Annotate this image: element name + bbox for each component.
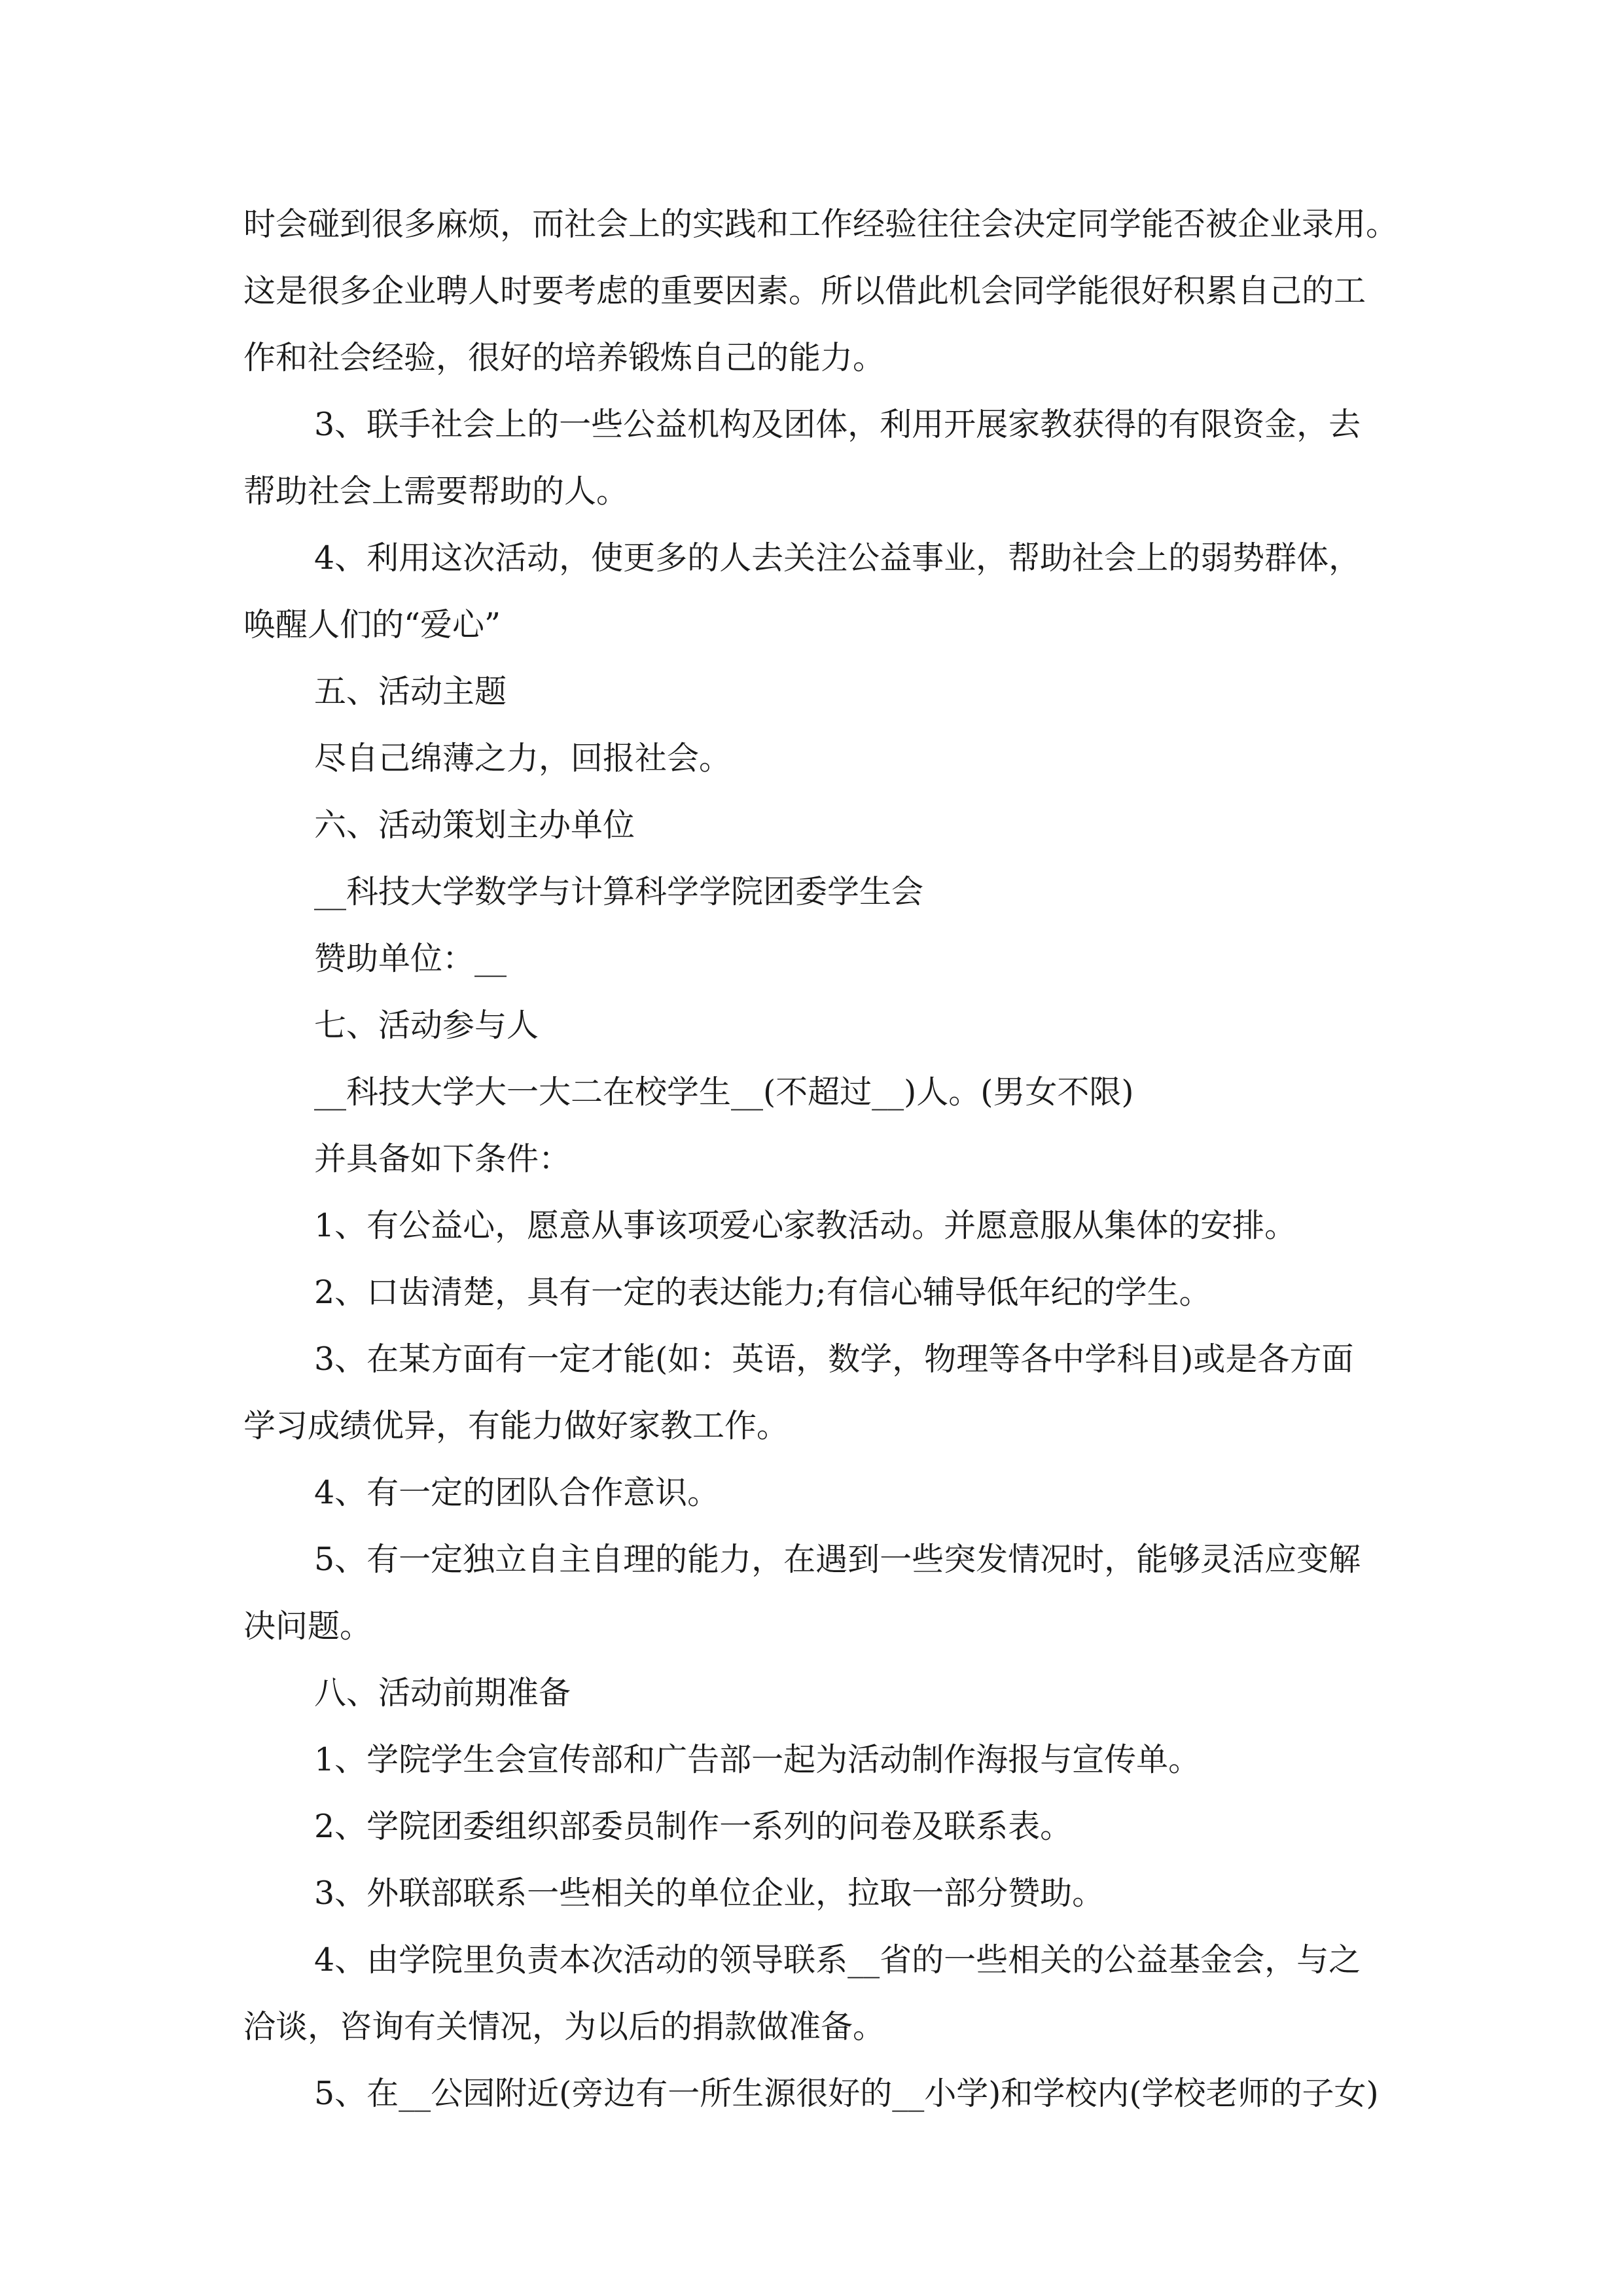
list-item: 1、有公益心，愿意从事该项爱心家教活动。并愿意服从集体的安排。	[314, 1207, 1297, 1244]
text-line: 3、联手社会上的一些公益机构及团体，利用开展家教获得的有限资金，去	[314, 406, 1361, 443]
text-line: 唤醒人们的“爱心”	[243, 606, 501, 643]
text-line: 赞助单位：__	[314, 940, 507, 977]
list-item: 5、在__公园附近(旁边有一所生源很好的__小学)和学校内(学校老师的子女)	[314, 2075, 1379, 2112]
text-line: 洽谈，咨询有关情况，为以后的捐款做准备。	[243, 2008, 885, 2045]
text-line: 4、利用这次活动，使更多的人去关注公益事业，帮助社会上的弱势群体，	[314, 539, 1361, 577]
list-item: 1、学院学生会宣传部和广告部一起为活动制作海报与宣传单。	[314, 1741, 1201, 1778]
text-line: 尽自己绵薄之力，回报社会。	[314, 740, 732, 777]
list-item: 2、口齿清楚，具有一定的表达能力;有信心辅导低年纪的学生。	[314, 1274, 1211, 1311]
section-heading: 五、活动主题	[314, 673, 507, 710]
text-line: 决问题。	[243, 1607, 372, 1645]
text-line: 帮助社会上需要帮助的人。	[243, 473, 629, 510]
section-heading: 八、活动前期准备	[314, 1674, 571, 1712]
list-item: 5、有一定独立自主自理的能力，在遇到一些突发情况时，能够灵活应变解	[314, 1541, 1361, 1578]
text-line: 学习成绩优异，有能力做好家教工作。	[243, 1407, 789, 1444]
text-line: 这是很多企业聘人时要考虑的重要因素。所以借此机会同学能很好积累自己的工	[243, 272, 1366, 310]
section-heading: 七、活动参与人	[314, 1007, 539, 1044]
list-item: 4、由学院里负责本次活动的领导联系__省的一些相关的公益基金会，与之	[314, 1941, 1361, 1979]
text-line: 时会碰到很多麻烦，而社会上的实践和工作经验往往会决定同学能否被企业录用。	[243, 206, 1399, 243]
list-item: 4、有一定的团队合作意识。	[314, 1474, 720, 1511]
document-body	[243, 206, 1399, 2112]
text-line: __科技大学数学与计算科学学院团委学生会	[314, 873, 924, 910]
section-heading: 六、活动策划主办单位	[314, 806, 635, 844]
list-item: 3、在某方面有一定才能(如：英语，数学，物理等各中学科目)或是各方面	[314, 1340, 1354, 1378]
text-line: __科技大学大一大二在校学生__(不超过__)人。(男女不限)	[314, 1073, 1134, 1111]
text-line: 并具备如下条件：	[314, 1140, 571, 1177]
list-item: 3、外联部联系一些相关的单位企业，拉取一部分赞助。	[314, 1874, 1105, 1912]
list-item: 2、学院团委组织部委员制作一系列的问卷及联系表。	[314, 1808, 1073, 1845]
text-line: 作和社会经验，很好的培养锻炼自己的能力。	[243, 339, 885, 376]
